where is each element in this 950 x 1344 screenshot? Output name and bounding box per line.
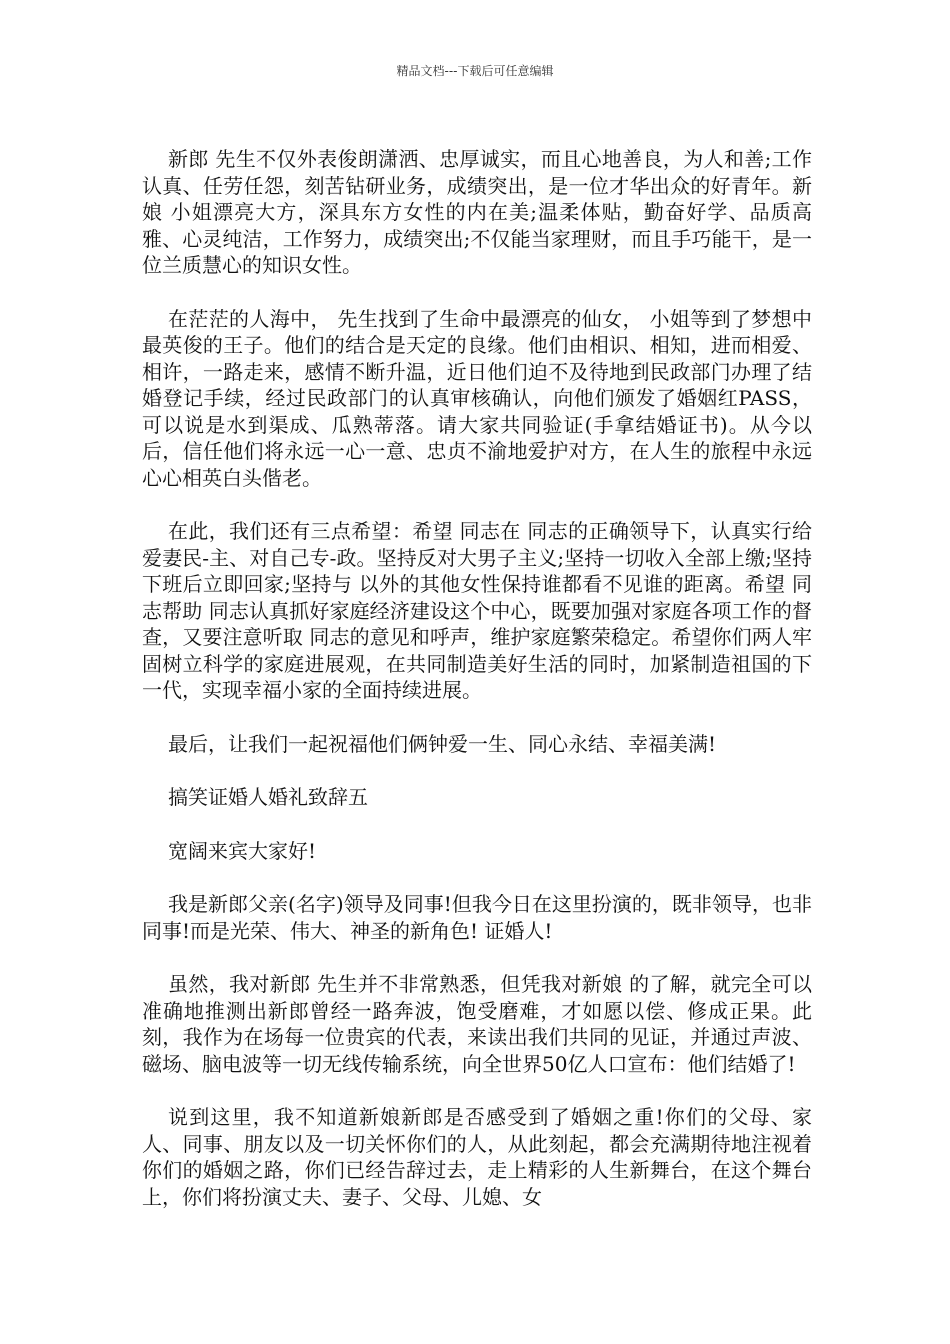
paragraph-announcement: 虽然，我对新郎 先生并不非常熟悉，但凭我对新娘 的了解，就完全可以准确地推测出新郎曾经一路奔波，饱受磨难，才如愿以偿、修成正果。此刻，我作为在场每一位贵宾的代表，来读出我们共同的见证，并通过声波、磁场、脑电波等一切无线传输系统，向全世界50亿人口宣布：他们结婚了! xyxy=(142,972,812,1076)
page-header: 精品文档---下载后可任意编辑 xyxy=(396,64,554,78)
paragraph-weight-of-marriage: 说到这里，我不知道新娘新郎是否感受到了婚姻之重!你们的父母、家人、同事、朋友以及一切关怀你们的人，从此刻起，都会充满期待地注视着你们的婚姻之路，你们已经告辞过去，走上精彩的人生新舞台，在这个舞台上，你们将扮演丈夫、妻子、父母、儿媳、女 xyxy=(142,1105,812,1209)
paragraph-blessing: 最后，让我们一起祝福他们俩钟爱一生、同心永结、幸福美满! xyxy=(168,731,717,756)
section-heading: 搞笑证婚人婚礼致辞五 xyxy=(168,785,368,809)
paragraph-three-hopes: 在此，我们还有三点希望：希望 同志在 同志的正确领导下，认真实行给爱妻民-主、对自己专-政。坚持反对大男子主义;坚持一切收入全部上缴;坚持下班后立即回家;坚持与 以外的其他女性保持谁都看不见谁的距离。希望 同志帮助 同志认真抓好家庭经济建设这个中心，既要加强对家庭各项工作的督查，又要注意听取 同志的意见和呼声，维护家庭繁荣稳定。希望你们两人牢固树立科学的家庭进展观，在共同制造美好生活的同时，加紧制造祖国的下一代，实现幸福小家的全面持续进展。 xyxy=(142,519,812,702)
paragraph-greeting: 宽阔来宾大家好! xyxy=(168,838,317,863)
document-body xyxy=(142,146,812,1237)
paragraph-self-introduction: 我是新郎父亲(名字)领导及同事!但我今日在这里扮演的，既非领导，也非同事!而是光荣、伟大、神圣的新角色! 证婚人! xyxy=(142,892,812,943)
paragraph-marriage-certificate: 在茫茫的人海中， 先生找到了生命中最漂亮的仙女， 小姐等到了梦想中最英俊的王子。他们的结合是天定的良缘。他们由相识、相知，进而相爱、相许，一路走来，感情不断升温，近日他们迫不及待地到民政部门办理了结婚登记手续，经过民政部门的认真审核确认，向他们颁发了婚姻红PASS，可以说是水到渠成、瓜熟蒂落。请大家共同验证(手拿结婚证书)。从今以后，信任他们将永远一心一意、忠贞不渝地爱护对方，在人生的旅程中永远心心相英白头偕老。 xyxy=(142,306,812,490)
paragraph-intro-couple: 新郎 先生不仅外表俊朗潇洒、忠厚诚实，而且心地善良，为人和善;工作认真、任劳任怨，刻苦钻研业务，成绩突出，是一位才华出众的好青年。新娘 小姐漂亮大方，深具东方女性的内在美;温柔体贴，勤奋好学、品质高雅、心灵纯洁，工作努力，成绩突出;不仅能当家理财，而且手巧能干，是一位兰质慧心的知识女性。 xyxy=(142,147,812,277)
